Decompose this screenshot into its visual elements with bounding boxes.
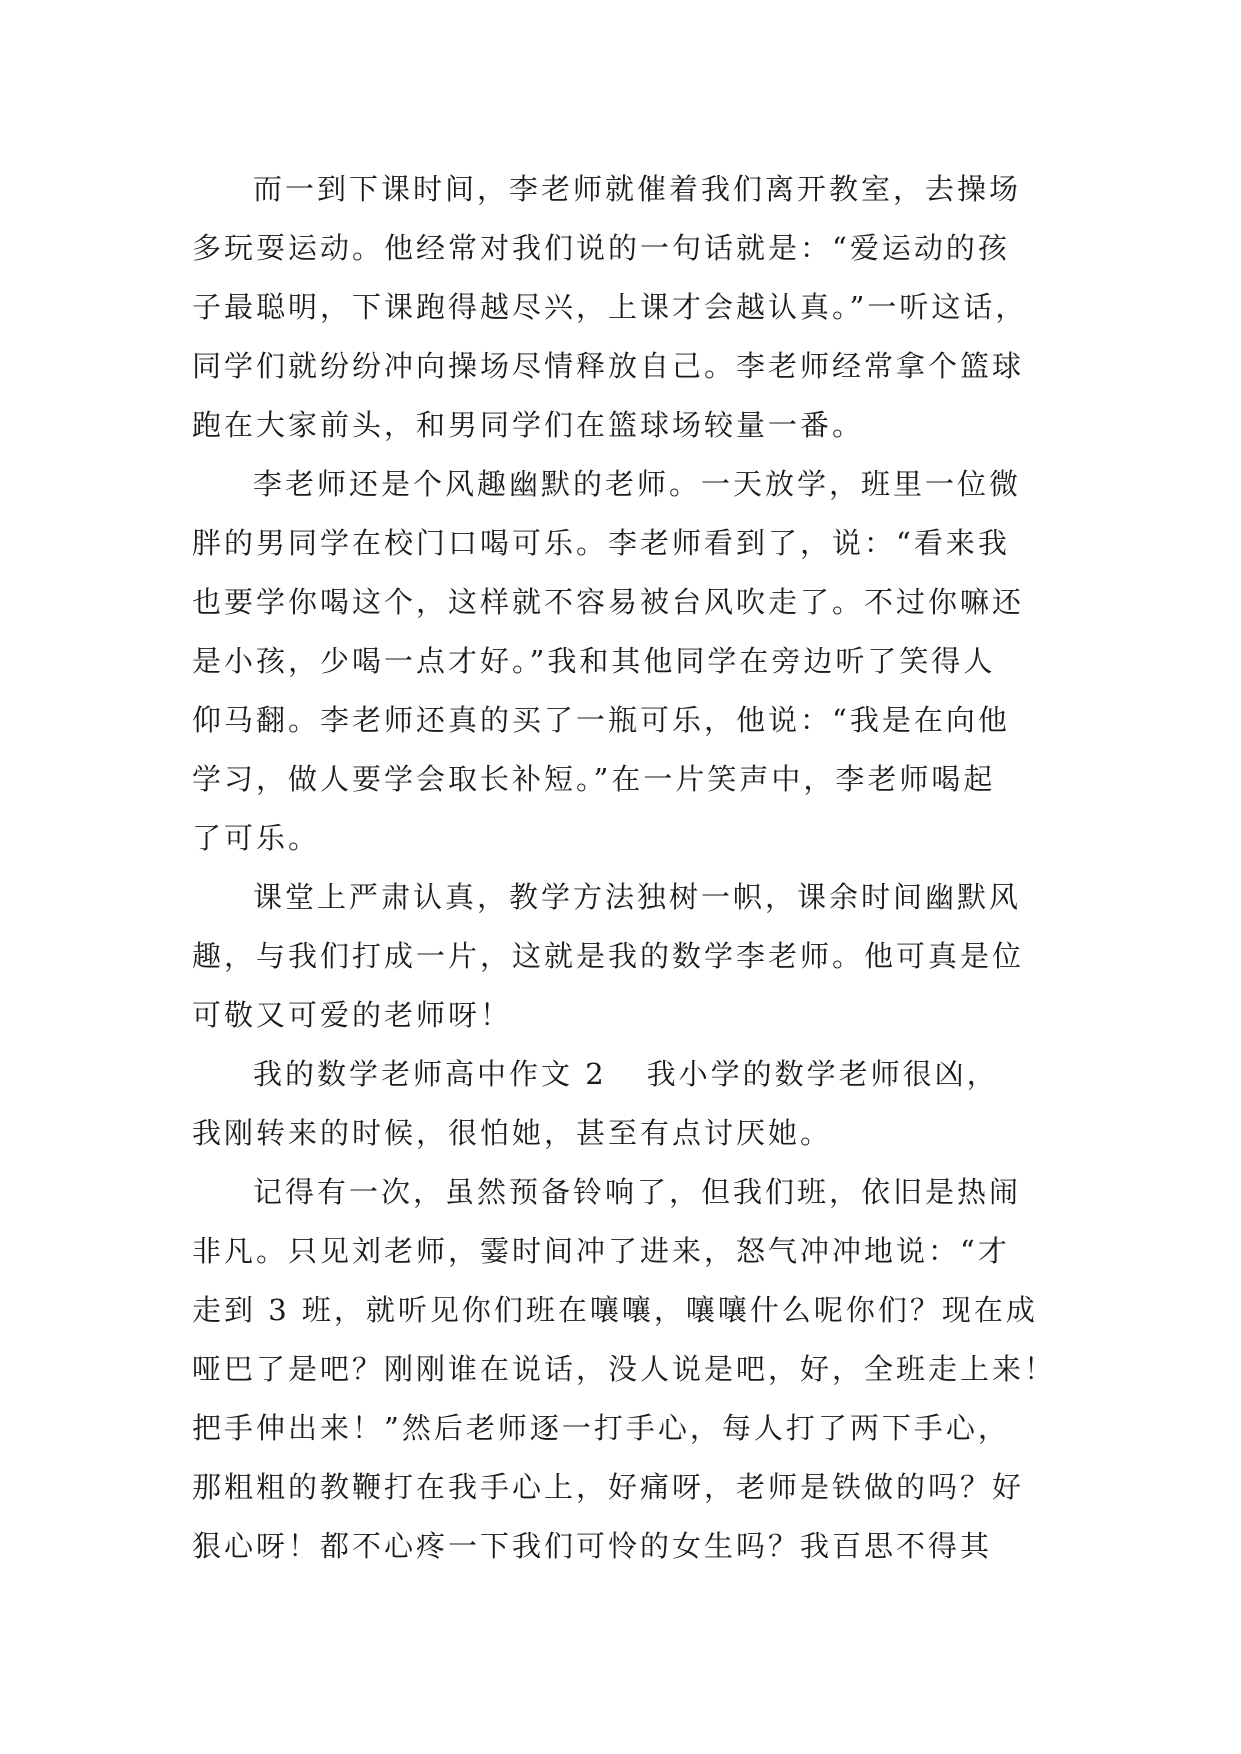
- paragraph-line: 非凡。只见刘老师，霎时间冲了进来，怒气冲冲地说：“才: [192, 1234, 1010, 1268]
- paragraph-line: 了可乐。: [192, 821, 321, 855]
- paragraph-line: 狠心呀！都不心疼一下我们可怜的女生吗？我百思不得其: [192, 1529, 993, 1563]
- paragraph-3: [192, 868, 1072, 1045]
- paragraph-line: 跑在大家前头，和男同学们在篮球场较量一番。: [192, 408, 865, 442]
- paragraph-line: 仰马翻。李老师还真的买了一瓶可乐，他说：“我是在向他: [192, 703, 1010, 737]
- paragraph-line: 那粗粗的教鞭打在我手心上，好痛呀，老师是铁做的吗？好: [192, 1470, 1025, 1504]
- paragraph-line: 胖的男同学在校门口喝可乐。李老师看到了，说：“看来我: [192, 526, 1010, 560]
- paragraph-2: [192, 455, 1072, 868]
- paragraph-line: 也要学你喝这个，这样就不容易被台风吹走了。不过你嘛还: [192, 585, 1025, 619]
- essay-heading: 我的数学老师高中作文 2: [253, 1057, 607, 1091]
- paragraph-line: 而一到下课时间，李老师就催着我们离开教室，去操场: [253, 172, 1022, 206]
- paragraph-line: 是小孩，少喝一点才好。”我和其他同学在旁边听了笑得人: [192, 644, 996, 678]
- paragraph-line: 子最聪明，下课跑得越尽兴，上课才会越认真。”一听这话，: [192, 290, 1028, 324]
- paragraph-line: 课堂上严肃认真，教学方法独树一帜，课余时间幽默风: [253, 880, 1022, 914]
- paragraph-line: 李老师还是个风趣幽默的老师。一天放学，班里一位微: [253, 467, 1022, 501]
- paragraph-line: 走到 3 班，就听见你们班在嚷嚷，嚷嚷什么呢你们？现在成: [192, 1293, 1038, 1327]
- paragraph-line: 记得有一次，虽然预备铃响了，但我们班，依旧是热闹: [253, 1175, 1022, 1209]
- paragraph-line: 我刚转来的时候，很怕她，甚至有点讨厌她。: [192, 1116, 833, 1150]
- document-body: [192, 160, 1072, 1576]
- paragraph-5: [192, 1163, 1072, 1576]
- essay-opening: 我小学的数学老师很凶，: [646, 1057, 999, 1091]
- paragraph-line: 多玩耍运动。他经常对我们说的一句话就是：“爱运动的孩: [192, 231, 1010, 265]
- paragraph-line-heading: [192, 1045, 1072, 1104]
- paragraph-line: 学习，做人要学会取长补短。”在一片笑声中，李老师喝起: [192, 762, 996, 796]
- paragraph-line: 同学们就纷纷冲向操场尽情释放自己。李老师经常拿个篮球: [192, 349, 1025, 383]
- paragraph-line: 趣，与我们打成一片，这就是我的数学李老师。他可真是位: [192, 939, 1025, 973]
- paragraph-line: 哑巴了是吧？刚刚谁在说话，没人说是吧，好，全班走上来！: [192, 1352, 1057, 1386]
- paragraph-line: 可敬又可爱的老师呀！: [192, 998, 513, 1032]
- paragraph-4: [192, 1045, 1072, 1163]
- paragraph-line: 把手伸出来！”然后老师逐一打手心，每人打了两下手心，: [192, 1411, 1010, 1445]
- paragraph-1: [192, 160, 1072, 455]
